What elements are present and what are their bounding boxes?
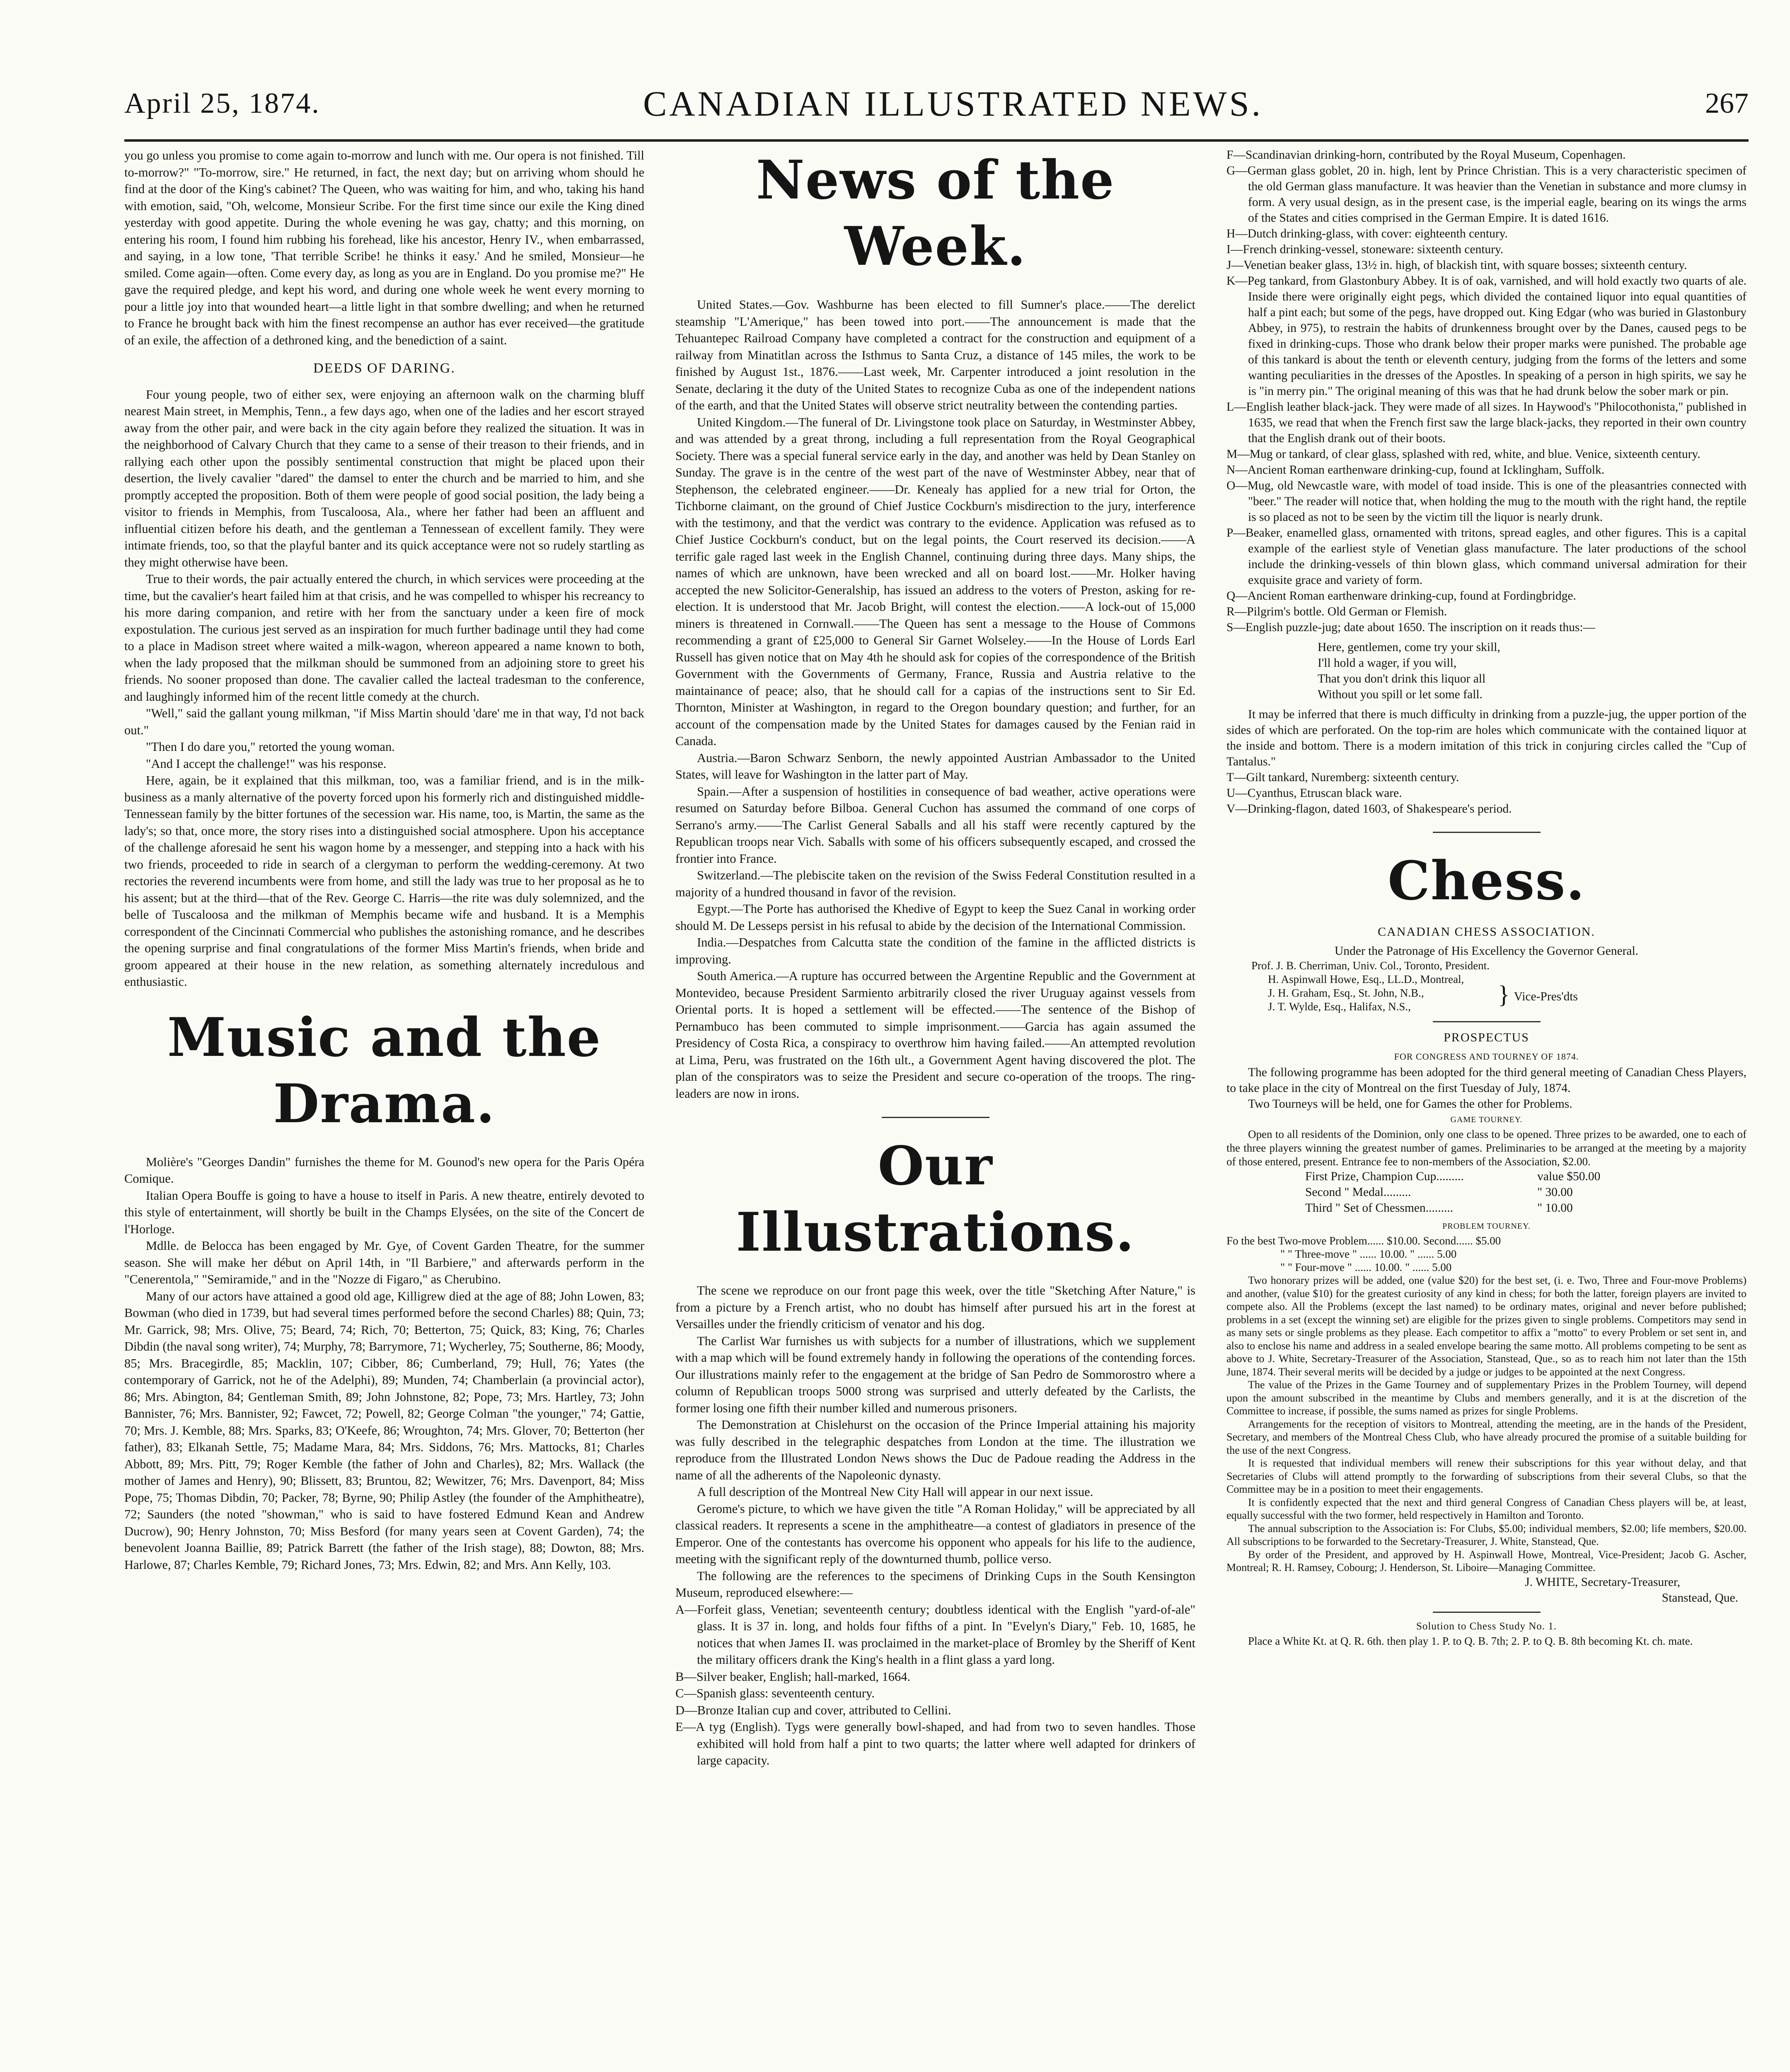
- chess-heading: Chess.: [1387, 850, 1586, 912]
- deeds-paragraph: "And I accept the challenge!" was his response.: [146, 756, 387, 771]
- music-paragraph: Italian Opera Bouffe is going to have a house to itself in Paris. A new theatre, entirely devoted to this style of entertainment, will shortly be built in the Champs Elysées, on the site of the Concert de l'Horloge.: [124, 1188, 644, 1236]
- music-paragraph: Mdlle. de Belocca has been engaged by Mr. Gye, of Covent Garden Theatre, for the summer season. She will make her début on April 14th, in "Il Barbiere," and afterwards perform in the "Cenerentola," "Semiramide," and in the "Nozze di Figaro," as Cherubino.: [124, 1239, 644, 1286]
- prize-value: " 10.00: [1537, 1201, 1573, 1215]
- drinking-cups-list-end: [1226, 770, 1746, 817]
- signature: J. WHITE, Secretary-Treasurer,: [1525, 1575, 1680, 1589]
- list-item: O—Mug, old Newcastle ware, with model of toad inside. This is one of the pleasantries connected with "beer." The reader will notice that, when holding the mug to the mouth with the right hand, the reptile is so placed as not to be seen by the victim till the liquor is nearly drunk.: [1226, 479, 1746, 524]
- deeds-paragraph: Here, again, be it explained that this milkman, too, was a familiar friend, and is in the milk-business as a manly alternative of the poverty forced upon his formerly rich and distinguished middle-Tennessean family by the bitter fortunes of the secession war. His name, too, is Martin, the same as the lady's; so that, once more, the story rises into a distinguished social atmosphere. Upon his acceptance of the challenge aforesaid he sent his wagon home by a messenger, and stepping into a hack with his two friends, proceeded to ride in search of a clergyman to perform the wedding-ceremony. At two rectories the reverend incumbents were from home, and still the lady was true to her proposal as he to his assent; but at the third—that of the Rev. George C. Harris—the rite was duly solemnized, and the belle of Tuscaloosa and the milkman of Memphis became wife and husband. It is a Memphis correspondent of the Cincinnati Commercial who publishes the astonishing romance, and he describes the opening surprise and final congratulations of the former Miss Martin's friends, when bride and groom appeared at their house in the new relation, as something alternately incredulous and enthusiastic.: [124, 773, 644, 989]
- news-paragraph: United States.—Gov. Washburne has been elected to fill Sumner's place.——The derelict steamship "L'Amerique," has been towed into port.——The announcement is made that the Tehuantepec Railroad Company have completed a contract for the construction and equipment of a railway from Minatitlan across the Isthmus to Santa Cruz, a distance of 145 miles, the work to be finished by August 1st., 1876.——Last week, Mr. Carpenter introduced a joint resolution in the Senate, declaring it the duty of the United States to recognize Cuba as one of the independent nations of the earth, and that the United States will observe strict neutrality between the contending parties.: [675, 298, 1195, 412]
- tourney-rules: [1226, 1274, 1746, 1574]
- patronage-line: Under the Patronage of His Excellency the Governor General.: [1334, 944, 1639, 958]
- column-2: [675, 147, 1195, 1769]
- prospectus-subheading: FOR CONGRESS AND TOURNEY OF 1874.: [1394, 1051, 1579, 1062]
- list-item: I—French drinking-vessel, stoneware: sixteenth century.: [1226, 243, 1504, 256]
- section-divider: [1433, 1612, 1541, 1613]
- list-item: F—Scandinavian drinking-horn, contributed by the Royal Museum, Copenhagen.: [1226, 148, 1626, 162]
- prospectus-tourneys: Two Tourneys will be held, one for Games the other for Problems.: [1248, 1097, 1572, 1111]
- problem-prizes: [1226, 1234, 1746, 1274]
- illustrations-paragraph: The Demonstration at Chislehurst on the occasion of the Prince Imperial attaining his majority was fully described in the telegraphic despatches from London at the time. The illustration we reproduce from the Illustrated London News shows the Duc de Padoue reading the Address in the name of all the adherents of the Napoleonic dynasty.: [675, 1418, 1195, 1482]
- puzzle-jug-note: It may be inferred that there is much difficulty in drinking from a puzzle-jug, the upper portion of the sides of which are perforated. On the top-rim are holes which communicate with the contained liquor at the inside and bottom. There is a modern imitation of this trick in conjuring circles called the "Cup of Tantalus.": [1226, 708, 1746, 768]
- prize-value: value $50.00: [1537, 1170, 1601, 1183]
- masthead: [124, 62, 1749, 137]
- news-paragraph: Spain.—After a suspension of hostilities in consequence of bad weather, active operations were resumed on Saturday before Bilboa. General Cuchon has assumed the command of one corps of Serrano's army.——The Carlist General Saballs and all his staff were recently captured by the Republican troops near Vich. Saballs with some of his officers subsequently escaped, and crossed the frontier into France.: [675, 784, 1195, 866]
- list-item: U—Cyanthus, Etruscan black ware.: [1226, 787, 1402, 800]
- issue-date: April 25, 1874.: [124, 87, 320, 119]
- news-of-the-week-heading: News of the Week.: [756, 149, 1115, 278]
- music-drama-heading: Music and the Drama.: [167, 1006, 602, 1135]
- news-paragraph: South America.—A rupture has occurred between the Argentine Republic and the Government at Montevideo, because President Sarmiento arbitrarily closed the river Uruguay against vessels from Oriental ports. It is hoped a settlement will be effected.——The sentence of the Bishop of Pernambuco has been commuted to simple imprisonment.——Garcia has again assumed the Presidency of Costa Rica, a conspiracy to overthrow him having failed.——An attempted revolution at Lima, Peru, was frustrated on the 16th ult., a Government Agent having discovered the plot. The plan of the conspirators was to seize the President and secure co-operation of the troops. The ring-leaders are now in irons.: [675, 969, 1195, 1101]
- list-item: N—Ancient Roman earthenware drinking-cup, found at Icklingham, Suffolk.: [1226, 463, 1605, 477]
- news-paragraph: Austria.—Baron Schwarz Senborn, the newly appointed Austrian Ambassador to the United States, will leave for Washington in the latter part of May.: [675, 750, 1195, 782]
- drinking-cups-list-continued: [1226, 147, 1746, 635]
- chess-association-heading: CANADIAN CHESS ASSOCIATION.: [1378, 925, 1595, 939]
- list-item: M—Mug or tankard, of clear glass, splashed with red, white, and blue. Venice, sixteenth century.: [1226, 448, 1700, 461]
- prize-label: Third " Set of Chessmen.........: [1305, 1201, 1453, 1215]
- vice-presidents-label: Vice-Pres'dts: [1514, 990, 1578, 1003]
- officer-line: Prof. J. B. Cherriman, Univ. Col., Toronto, President.: [1251, 959, 1490, 972]
- section-divider: [1433, 832, 1541, 833]
- list-item: D—Bronze Italian cup and cover, attributed to Cellini.: [675, 1703, 951, 1717]
- scribe-story-paragraph: you go unless you promise to come again to-morrow and lunch with me. Our opera is not finished. Till to-morrow?" "To-morrow, sire." He returned, in fact, the next day; but on arriving whom should he find at the door of the King's cabinet? The Queen, who was waiting for him, and who, taking his hand with emotion, said, "Oh, welcome, Monsieur Scribe. For the first time since our exile the King dined yesterday with good appetite. During the whole evening he was gay, chatty; and this morning, on entering his room, I found him rubbing his forehead, like his ancestor, Henry IV., when embarrassed, and saying, in a low tone, 'That terrible Scribe! he thinks it easy.' And he smiled, Monsieur—he smiled. Come again—often. Come every day, as long as you are in England. Do you promise me?" He gave the required pledge, and kept his word, and during one whole week he went every morning to pour a little joy into that wounded heart—a little light in that sombre dwelling; and when he returned to France he brought back with him the finest recompense an author has ever received—the gratitude of an exile, the affection of a dethroned king, and the benediction of a saint.: [124, 148, 644, 347]
- list-item: S—English puzzle-jug; date about 1650. The inscription on it reads thus:—: [1226, 621, 1596, 634]
- puzzle-jug-verse: [1226, 639, 1746, 702]
- list-item: J—Venetian beaker glass, 13½ in. high, of blackish tint, with square bosses; sixteenth century.: [1226, 259, 1687, 272]
- list-item: P—Beaker, enamelled glass, ornamented with tritons, spread eagles, and other figures. This is a capital example of the earliest style of Venetian glass manufacture. The later productions of the school include the drinking-vessels of thin blown glass, which command universal admiration for their exquisite grace and variety of form.: [1226, 526, 1746, 587]
- our-illustrations-heading: Our Illustrations.: [736, 1135, 1135, 1264]
- news-paragraph: India.—Despatches from Calcutta state the condition of the famine in the afflicted districts is improving.: [675, 935, 1195, 966]
- game-tourney-text: Open to all residents of the Dominion, only one class to be opened. Three prizes to be awarded, one to each of the three players winning the greatest number of games. Preliminaries to be arranged at the meeting by a majority of those entered, present. Entrance fee to non-members of the Association, $2.00.: [1226, 1128, 1746, 1168]
- problem-tourney-heading: PROBLEM TOURNEY.: [1442, 1222, 1531, 1231]
- prize-row: [1226, 1200, 1746, 1216]
- deeds-paragraph: "Well," said the gallant young milkman, "if Miss Martin should 'dare' me in that way, I'd not back out.": [124, 706, 644, 737]
- game-tourney-heading: GAME TOURNEY.: [1450, 1115, 1523, 1124]
- officer-line: H. Aspinwall Howe, Esq., LL.D., Montreal,: [1268, 973, 1464, 985]
- prize-value: " 30.00: [1537, 1186, 1573, 1199]
- list-item: Q—Ancient Roman earthenware drinking-cup, found at Fordingbridge.: [1226, 589, 1576, 603]
- list-item: K—Peg tankard, from Glastonbury Abbey. It is of oak, varnished, and will hold exactly two quarts of ale. Inside there were originally eight pegs, which divided the contained liquor into equal quantities of half a pint each; but some of the pegs, have dropped out. King Edgar (who was buried in Glastonbury Abbey, in 975), to restrain the habits of drunkenness brought over by the Danes, caused pegs to be fixed in drinking-cups. Those who drank below their proper marks were punished. The probable age of this tankard is about the tenth or eleventh century, judging from the forms of the letters and some wanting peculiarities in the dresses of the Apostles. In speaking of a person in high spirits, we say he is "in merry pin." The original meaning of this was that he had drunk below the sober mark or pin.: [1226, 274, 1746, 398]
- column-1: [124, 147, 644, 1573]
- illustrations-paragraph: Gerome's picture, to which we have given the title "A Roman Holiday," will be appreciated by all classical readers. It represents a scene in the amphitheatre—a contest of gladiators in presence of the Emperor. One of the contestants has overcome his opponent who appeals for his life to the audience, meeting with the significant reply of the downturned thumb, pollice verso.: [675, 1501, 1195, 1566]
- list-item: C—Spanish glass: seventeenth century.: [675, 1686, 875, 1700]
- rules-paragraph: It is confidently expected that the next and third general Congress of Canadian Chess players will be, at least, equally successful with the two former, held respectively in Hamilton and Toronto.: [1226, 1496, 1746, 1521]
- illustrations-paragraph: The scene we reproduce on our front page this week, over the title "Sketching After Nature," is from a picture by a French artist, who no doubt has himself after pursued his art in the forest at Versailles under the friendly criticism of venator and his dog.: [675, 1283, 1195, 1331]
- list-item: T—Gilt tankard, Nuremberg: sixteenth century.: [1226, 771, 1459, 784]
- news-paragraph: United Kingdom.—The funeral of Dr. Livingstone took place on Saturday, in Westminster Abbey, and was attended by a great throng, including a full representation from the Royal Geographical Society. There was a special funeral service early in the day, and another was held by Dean Stanley on Sunday. The grave is in the centre of the west part of the nave of Westminster Abbey, near that of Stephenson, the celebrated engineer.——Dr. Kenealy has applied for a new trial for Orton, the Tichborne claimant, on the ground of Chief Justice Cockburn's misdirection to the jury, interference with the testimony, and that the verdict was contrary to the evidence. Application was refused as to Chief Justice Cockburn's conduct, but on the legal points, the Court reserved its decision.——A terrific gale raged last week in the English Channel, continuing during three days. Many ships, the names of which are unknown, have been wrecked and all on board lost.——Mr. Holker having accepted the new Solicitor-Generalship, has issued an address to the voters of Preston, asking for re-election. It is understood that Mr. Jacob Bright, will contest the election.——A lock-out of 15,000 miners is threatened in Cornwall.——The Queen has sent a message to the House of Commons recommending a grant of £25,000 to General Sir Garnet Wolseley.——In the House of Lords Earl Russell has given notice that on May 4th he should ask for copies of the correspondence of the British Government with the Governments of Germany, France, Russia and Austria relative to the maintainance of peace; also, that he should call for a capias of the instructions sent to Sir Ed. Thornton, Minister at Washington, in regard to the Oregon boundary question; and further, for an account of the compensation made by the United States for damages caused by the Fenian raid in Canada.: [675, 415, 1195, 748]
- deeds-paragraph: Four young people, two of either sex, were enjoying an afternoon walk on the charming bluff nearest Main street, in Memphis, Tenn., a few days ago, when one of the ladies and her escort strayed away from the other pair, and were back in the city again before they realized the situation. It was in the neighborhood of Calvary Church that they came to a sense of their treason to their friends, and in rallying each other upon the possibly sentimental construction that might be placed upon their desertion, the lively cavalier "dared" the damsel to enter the church and be married to him, and she promptly accepted the proposition. Both of them were people of good social position, the lady being a visitor to friends in Memphis, from Tuscaloosa, Ala., where her father had been an affluent and influential citizen before his death, and the gentleman a Tennessean of excellent family. They were intimate friends, too, so that the playful banter and its quick acceptance were not so rudely startling as they might otherwise have been.: [124, 387, 644, 569]
- illustrations-paragraph: The Carlist War furnishes us with subjects for a number of illustrations, which we supplement with a map which will be found extremely handy in following the operations of the contending forces. Our illustrations mainly refer to the engagement at the bridge of San Pedro de Sommorostro where a column of Republican troops 5000 strong was surprised and utterly defeated by the Carlists, the former losing one fifth their number killed and numerous prisoners.: [675, 1334, 1195, 1415]
- officers-block: Prof. J. B. Cherriman, Univ. Col., Toronto, President. H. Aspinwall Howe, Esq., LL.D., Montreal, J. H. Graham, Esq., St. John, N.B., J. T. Wylde, Esq., Halifax, N.S., } Vice-Pres'dts: [1251, 959, 1578, 1013]
- officer-line: J. T. Wylde, Esq., Halifax, N.S.,: [1268, 1000, 1411, 1013]
- prize-row: [1226, 1184, 1746, 1200]
- problem-prize-line: Fo the best Two-move Problem...... $10.00. Second...... $5.00: [1226, 1234, 1501, 1247]
- deeds-paragraph: "Then I do dare you," retorted the young woman.: [146, 740, 395, 754]
- solution-heading: Solution to Chess Study No. 1.: [1416, 1620, 1557, 1632]
- list-item: R—Pilgrim's bottle. Old German or Flemish.: [1226, 605, 1447, 618]
- prize-label: Second " Medal.........: [1305, 1186, 1411, 1199]
- page-number: 267: [1705, 87, 1749, 119]
- news-paragraph: Egypt.—The Porte has authorised the Khedive of Egypt to keep the Suez Canal in working order should M. De Lesseps persist in his refusal to abide by the decision of the International Commission.: [675, 902, 1195, 933]
- list-item: V—Drinking-flagon, dated 1603, of Shakespeare's period.: [1226, 802, 1512, 816]
- problem-prize-line: " " Three-move " ...... 10.00. " ...... 5.00: [1280, 1248, 1457, 1260]
- solution-text: Place a White Kt. at Q. R. 6th. then play 1. P. to Q. B. 7th; 2. P. to Q. B. 8th becoming Kt. ch. mate.: [1248, 1634, 1693, 1647]
- music-paragraph: Molière's "Georges Dandin" furnishes the theme for M. Gounod's new opera for the Paris Opéra Comique.: [124, 1155, 644, 1186]
- prospectus-heading: PROSPECTUS: [1444, 1031, 1529, 1044]
- deeds-heading: DEEDS OF DARING.: [313, 361, 455, 376]
- rules-paragraph: The annual subscription to the Association is: For Clubs, $5.00; individual members, $2.00; life members, $20.00. All subscriptions to be forwarded to the Secretary-Treasurer, J. White, Stanstead, Que.: [1226, 1522, 1746, 1547]
- prize-label: First Prize, Champion Cup.........: [1305, 1170, 1464, 1183]
- music-paragraph: Many of our actors have attained a good old age, Killigrew died at the age of 88; John Lowen, 83; Bowman (who died in 1739, but had several times performed before the second Charles) 88; Quin, 73; Mr. Garrick, 98; Mrs. Olive, 75; Beard, 74; Rich, 70; Betterton, 75; Quick, 83; King, 76; Charles Dibdin (the naval song writer), 74; Murphy, 78; Barrymore, 71; Wycherley, 75; Southerne, 86; Moody, 85; Mrs. Bracegirdle, 85; Macklin, 107; Cibber, 86; Cumberland, 79; Hull, 76; Yates (the contemporary of Garrick, not he of the Adelphi), 89; Munden, 74; Chamberlain (a provincial actor), 86; Mrs. Abington, 84; Gentleman Smith, 89; John Johnstone, 82; Pope, 73; Mrs. Hartley, 73; John Bannister, 76; Mrs. Bannister, 92; Fawcet, 72; Powell, 82; George Colman "the younger," 74; Gattie, 70; Mrs. J. Kemble, 88; Mrs. Sparks, 83; O'Keefe, 86; Wroughton, 74; Mrs. Glover, 70; Betterton (her father), 83; Elkanah Settle, 75; Madame Mara, 84; Mrs. Siddons, 76; Mrs. Mattocks, 81; Charles Abbott, 89; Mrs. Pitt, 79; Roger Kemble (the father of John and Charles), 82; Mrs. Wallack (the mother of James and Henry), 90; Blissett, 83; Bruntou, 82; Wewitzer, 76; Mrs. Davenport, 84; Miss Pope, 75; Thomas Dibdin, 70; Packer, 78; Byrne, 90; Philip Astley (the founder of the Amphitheatre), 72; Saunders (the noted "showman," who is said to have fostered Edmund Kean and Andrew Ducrow), 90; Henry Johnston, 70; Miss Besford (for many years seen at Covent Garden), 74; the benevolent Joanna Baillie, 89; Patrick Barrett (the father of the Irish stage), 88; Dowton, 88; Mrs. Harlowe, 87; Charles Kemble, 79; Richard Jones, 73; Mrs. Edwin, 82; and Mrs. Ann Kelly, 103.: [124, 1289, 644, 1572]
- section-divider: [1433, 1021, 1541, 1022]
- list-item: H—Dutch drinking-glass, with cover: eighteenth century.: [1226, 227, 1508, 240]
- newspaper-title: CANADIAN ILLUSTRATED NEWS.: [643, 84, 1263, 123]
- news-paragraph: Switzerland.—The plebiscite taken on the revision of the Swiss Federal Constitution resulted in a majority of a hundred thousand in favor of the revision.: [675, 868, 1195, 899]
- rules-paragraph: It is requested that individual members will renew their subscriptions for this year without delay, and that Secretaries of Clubs will attend promptly to the forwarding of subscriptions from their several Clubs, so that the Committee may be in a position to meet their engagements.: [1226, 1457, 1746, 1495]
- officer-line: J. H. Graham, Esq., St. John, N.B.,: [1268, 987, 1424, 999]
- rules-paragraph: Two honorary prizes will be added, one (value $20) for the best set, (i. e. Two, Three and Four-move Problems) and another, (value $10) for the greatest curiosity of any kind in chess; for both the latter, foreign players are invited to compete also. All the Problems (except the last named) to be ordinary mates, original and never before published; problems in a set (except the winning set) are eligible for the prizes given to single problems. Competitors may send in as many sets or single problems as they please. Each competitor to affix a "motto" to every Problem or set sent in, and also to enclose his name and address in a sealed envelope bearing the same motto. All problems competing to be sent as above to J. White, Secretary-Treasurer of the Association, Stanstead, Que., so as to reach him not later than the 15th June, 1874. Their several merits will be decided by a judge or judges to be appointed at the next Congress.: [1226, 1274, 1746, 1378]
- verse-line: Without you spill or let some fall.: [1318, 688, 1483, 701]
- prospectus-intro: The following programme has been adopted for the third general meeting of Canadian Chess Players, to take place in the city of Montreal on the first Tuesday of July, 1874.: [1226, 1066, 1746, 1095]
- masthead-rule: [124, 139, 1749, 142]
- deeds-paragraph: True to their words, the pair actually entered the church, in which services were proceeding at the time, but the cavalier's heart failed him at that crisis, and he was compelled to whisper his recreancy to his more daring companion, and retire with her from the sanctuary under a keen fire of mock expostulation. The curious jest served as an inspiration for much further badinage until they had come to a place in Madison street where waited a milk-wagon, whereon appeared a name known to both, when the lady proposed that the milkman should be summoned from an adjoining store to greet his friends. No sooner proposed than done. The cavalier called the lacteal tradesman to the conference, and laughingly informed him of the recent little comedy at the church.: [124, 572, 644, 704]
- list-item: B—Silver beaker, English; hall-marked, 1664.: [675, 1669, 911, 1684]
- verse-line: That you don't drink this liquor all: [1318, 672, 1486, 685]
- signature-place: Stanstead, Que.: [1662, 1591, 1738, 1605]
- list-item: L—English leather black-jack. They were made of all sizes. In Haywood's "Philocothonista," published in 1635, we read that when the French first saw the large black-jacks, they reported in their own country that the English drank out of their boots.: [1226, 400, 1746, 445]
- section-divider: [882, 1117, 989, 1118]
- verse-line: Here, gentlemen, come try your skill,: [1318, 641, 1500, 654]
- list-item: G—German glass goblet, 20 in. high, lent by Prince Christian. This is a very characteristic specimen of the old German glass manufacture. It was heavier than the Venetian in substance and more clumsy in form. A very usual design, as in the present case, is the imperial eagle, bearing on its wings the arms of the States and cities comprised in the German Empire. It is dated 1616.: [1226, 164, 1746, 225]
- illustrations-paragraph: A full description of the Montreal New City Hall will appear in our next issue.: [697, 1485, 1093, 1499]
- rules-paragraph: By order of the President, and approved by H. Aspinwall Howe, Montreal, Vice-President; Jacob G. Ascher, Montreal; R. H. Ramsey, Cobourg; J. Henderson, St. Liboire—Managing Committee.: [1226, 1548, 1746, 1573]
- column-3: [1226, 147, 1746, 1648]
- rules-paragraph: Arrangements for the reception of visitors to Montreal, attending the meeting, are in the hands of the President, Secretary, and members of the Montreal Chess Club, who have already procured the promise of a suitable building for the use of the next Congress.: [1226, 1418, 1746, 1456]
- verse-line: I'll hold a wager, if you will,: [1318, 656, 1457, 670]
- illustrations-paragraph: The following are the references to the specimens of Drinking Cups in the South Kensington Museum, reproduced elsewhere:—: [675, 1569, 1195, 1600]
- rules-paragraph: The value of the Prizes in the Game Tourney and of supplementary Prizes in the Problem Tourney, will depend upon the amount subscribed in the meantime by Clubs and members generally, and it is at the discretion of the Committee to increase, if possible, the sums named as prizes for single Problems.: [1226, 1379, 1746, 1417]
- prize-row: [1226, 1169, 1746, 1184]
- problem-prize-line: " " Four-move " ...... 10.00. " ...... 5.00: [1280, 1261, 1452, 1273]
- list-item: A—Forfeit glass, Venetian; seventeenth century; doubtless identical with the English "yard-of-ale" glass. It is 37 in. long, and holds four fifths of a pint. In "Evelyn's Diary," Feb. 10, 1685, he notices that when James II. was proclaimed in the market-place of Bromley by the Sheriff of Kent the military officers drank the King's health in a flint glass a yard long.: [675, 1602, 1195, 1667]
- list-item: E—A tyg (English). Tygs were generally bowl-shaped, and had from two to seven handles. Those exhibited will hold from half a pint to two quarts; the latter where well adapted for drinkers of large capacity.: [675, 1720, 1195, 1767]
- drinking-cups-list: [675, 1601, 1195, 1769]
